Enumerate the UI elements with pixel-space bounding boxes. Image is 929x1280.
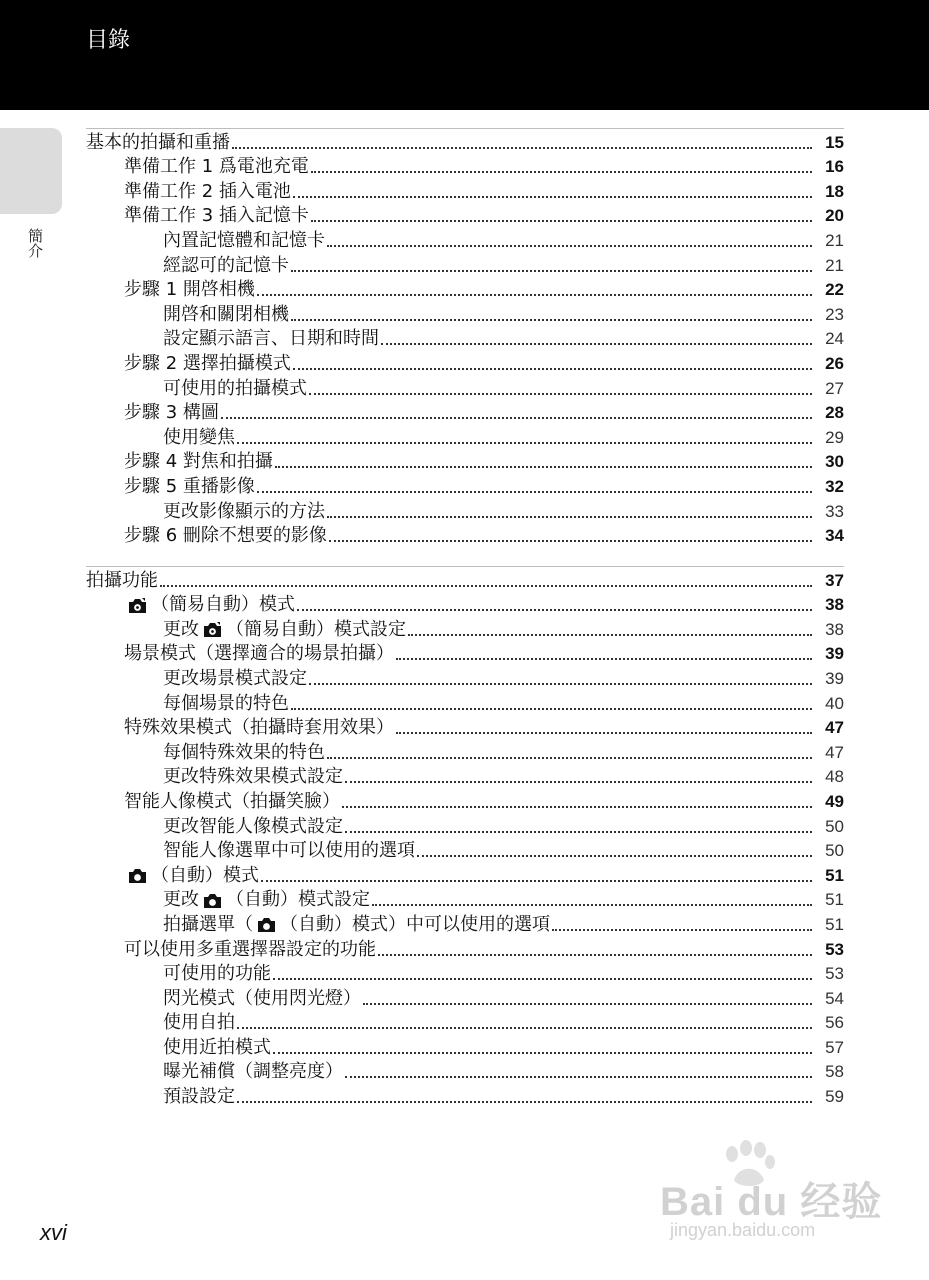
dot-leader bbox=[396, 658, 812, 660]
toc-entry-text: 預設設定 bbox=[163, 1086, 235, 1108]
toc-entry-title bbox=[86, 570, 158, 592]
dot-leader bbox=[327, 757, 812, 759]
toc-entry-title bbox=[163, 742, 325, 764]
dot-leader bbox=[293, 368, 812, 370]
toc-entry[interactable] bbox=[86, 1059, 844, 1084]
toc-entry[interactable] bbox=[86, 400, 844, 425]
toc-list bbox=[86, 567, 844, 1108]
dot-leader bbox=[327, 245, 812, 247]
toc-entry[interactable] bbox=[86, 129, 844, 154]
toc-entry[interactable] bbox=[86, 203, 844, 228]
toc-entry-title bbox=[124, 451, 273, 473]
toc-entry-text: 場景模式（選擇適合的場景拍攝） bbox=[124, 643, 394, 665]
toc-page-number: 34 bbox=[825, 526, 844, 546]
toc-entry-title bbox=[163, 619, 406, 641]
toc-entry-title bbox=[163, 255, 289, 277]
toc-page-number: 23 bbox=[825, 304, 844, 324]
toc-page-number: 58 bbox=[825, 1062, 844, 1082]
dot-leader bbox=[552, 929, 812, 931]
toc-entry-title bbox=[163, 1037, 271, 1059]
toc-entry[interactable] bbox=[86, 567, 844, 592]
dot-leader bbox=[275, 466, 812, 468]
toc-entry-text: 更改 bbox=[163, 618, 199, 640]
dot-leader bbox=[232, 147, 812, 149]
dot-leader bbox=[311, 220, 812, 222]
toc-page-number: 39 bbox=[825, 668, 844, 688]
toc-page-number: 37 bbox=[825, 570, 844, 590]
toc-entry-text: 更改智能人像模式設定 bbox=[163, 815, 343, 837]
dot-leader bbox=[309, 683, 812, 685]
toc-entry[interactable] bbox=[86, 424, 844, 449]
dot-leader bbox=[372, 904, 812, 906]
toc-entry-text: 可使用的拍攝模式 bbox=[163, 377, 307, 399]
toc-page-number: 50 bbox=[825, 816, 844, 836]
toc-page-number: 24 bbox=[825, 329, 844, 349]
easy-auto-camera-icon bbox=[128, 597, 147, 614]
toc-page-number: 54 bbox=[825, 988, 844, 1008]
toc-entry[interactable] bbox=[86, 1010, 844, 1035]
toc-entry-title bbox=[163, 501, 325, 523]
toc-entry[interactable] bbox=[86, 961, 844, 986]
toc-entry[interactable] bbox=[86, 449, 844, 474]
toc-entry[interactable] bbox=[86, 838, 844, 863]
dot-leader bbox=[309, 393, 812, 395]
dot-leader bbox=[417, 855, 812, 857]
toc-entry-text: 智能人像模式（拍攝笑臉） bbox=[124, 790, 340, 812]
toc-entry-text: （自動）模式）中可以使用的選項 bbox=[280, 913, 550, 935]
toc-entry[interactable] bbox=[86, 985, 844, 1010]
toc-section-basic bbox=[86, 128, 844, 547]
dot-leader bbox=[381, 343, 812, 345]
toc-entry-text: （自動）模式設定 bbox=[226, 889, 370, 911]
toc-entry-title bbox=[124, 865, 259, 887]
section-tab-label: 簡介 bbox=[26, 228, 44, 258]
dot-leader bbox=[378, 954, 812, 956]
dot-leader bbox=[311, 171, 812, 173]
toc-page-number: 15 bbox=[825, 132, 844, 152]
toc-entry[interactable] bbox=[86, 862, 844, 887]
toc-entry-title bbox=[163, 766, 343, 788]
dot-leader bbox=[237, 1101, 812, 1103]
toc-entry-text: 閃光模式（使用閃光燈） bbox=[163, 987, 361, 1009]
dot-leader bbox=[237, 442, 812, 444]
toc-page-number: 53 bbox=[825, 964, 844, 984]
toc-entry-title bbox=[124, 791, 340, 813]
watermark-url: jingyan.baidu.com bbox=[670, 1220, 816, 1240]
toc-entry-text: 準備工作 1 爲電池充電 bbox=[124, 156, 309, 178]
toc-entry-text: 智能人像選單中可以使用的選項 bbox=[163, 840, 415, 862]
toc-entry-text: 設定顯示語言、日期和時間 bbox=[163, 328, 379, 350]
dot-leader bbox=[345, 1076, 812, 1078]
toc-entry-title bbox=[163, 304, 289, 326]
toc-page-number: 16 bbox=[825, 157, 844, 177]
toc-entry-text: 更改特殊效果模式設定 bbox=[163, 766, 343, 788]
toc-entry[interactable] bbox=[86, 154, 844, 179]
toc-entry-title bbox=[124, 717, 394, 739]
toc-page-number: 20 bbox=[825, 206, 844, 226]
toc-entry-title bbox=[163, 1061, 343, 1083]
toc-page-number: 51 bbox=[825, 890, 844, 910]
toc-entry[interactable] bbox=[86, 788, 844, 813]
toc-entry[interactable] bbox=[86, 813, 844, 838]
toc-entry-text: 步驟 5 重播影像 bbox=[124, 475, 255, 497]
toc-page-number: 32 bbox=[825, 476, 844, 496]
toc-page-number: 49 bbox=[825, 791, 844, 811]
toc-page-number: 21 bbox=[825, 230, 844, 250]
auto-camera-icon bbox=[128, 867, 147, 884]
toc-entry-text: 拍攝選單（ bbox=[163, 913, 253, 935]
dot-leader bbox=[408, 634, 812, 636]
toc-entry-text: 特殊效果模式（拍攝時套用效果） bbox=[124, 717, 394, 739]
toc-page-number: 22 bbox=[825, 280, 844, 300]
toc-entry-text: 內置記憶體和記憶卡 bbox=[163, 229, 325, 251]
toc-entry[interactable] bbox=[86, 227, 844, 252]
toc-entry-title bbox=[124, 181, 291, 203]
toc-entry[interactable] bbox=[86, 350, 844, 375]
toc-entry-title bbox=[163, 668, 307, 690]
toc-entry-text: 基本的拍攝和重播 bbox=[86, 131, 230, 153]
dot-leader bbox=[345, 781, 812, 783]
toc-page-number: 57 bbox=[825, 1037, 844, 1057]
toc-entry-title bbox=[163, 1012, 235, 1034]
dot-leader bbox=[291, 270, 812, 272]
toc-list bbox=[86, 129, 844, 547]
toc-entry-text: 準備工作 3 插入記憶卡 bbox=[124, 205, 309, 227]
toc-entry[interactable] bbox=[86, 252, 844, 277]
toc-entry-title bbox=[163, 816, 343, 838]
page-number: xvi bbox=[40, 1220, 67, 1245]
dot-leader bbox=[160, 585, 812, 587]
dot-leader bbox=[237, 1027, 812, 1029]
toc-entry[interactable] bbox=[86, 764, 844, 789]
toc-page-number: 28 bbox=[825, 403, 844, 423]
dot-leader bbox=[291, 319, 812, 321]
toc-entry-title bbox=[163, 378, 307, 400]
toc-page-number: 48 bbox=[825, 767, 844, 787]
toc-page-number: 27 bbox=[825, 378, 844, 398]
toc-entry[interactable] bbox=[86, 1034, 844, 1059]
toc-entry-title bbox=[124, 402, 219, 424]
toc-entry-title bbox=[163, 840, 415, 862]
dot-leader bbox=[257, 491, 812, 493]
toc-page-number: 38 bbox=[825, 619, 844, 639]
toc-entry-text: 開啓和關閉相機 bbox=[163, 303, 289, 325]
toc-entry[interactable] bbox=[86, 277, 844, 302]
auto-camera-icon bbox=[257, 916, 276, 933]
toc-entry-text: 步驟 2 選擇拍攝模式 bbox=[124, 352, 291, 374]
toc-entry-text: 拍攝功能 bbox=[86, 569, 158, 591]
toc-page-number: 18 bbox=[825, 181, 844, 201]
toc-page-number: 29 bbox=[825, 427, 844, 447]
toc-entry-title bbox=[163, 693, 289, 715]
toc-entry-title bbox=[163, 1086, 235, 1108]
watermark-brand: Bai du 经验 bbox=[660, 1180, 883, 1224]
dot-leader bbox=[273, 1052, 812, 1054]
toc-entry-text: 更改影像顯示的方法 bbox=[163, 500, 325, 522]
toc-page-number: 59 bbox=[825, 1087, 844, 1107]
toc-entry-text: 步驟 6 刪除不想要的影像 bbox=[124, 525, 327, 547]
toc-entry[interactable] bbox=[86, 375, 844, 400]
toc-page-number: 39 bbox=[825, 644, 844, 664]
easy-auto-camera-icon bbox=[203, 621, 222, 638]
toc-page-number: 51 bbox=[825, 914, 844, 934]
toc-entry[interactable] bbox=[86, 936, 844, 961]
toc-entry-text: 使用自拍 bbox=[163, 1012, 235, 1034]
toc-entry-title bbox=[163, 914, 550, 936]
toc-page-number: 53 bbox=[825, 939, 844, 959]
toc-entry-text: 每個特殊效果的特色 bbox=[163, 741, 325, 763]
toc-page-number: 50 bbox=[825, 841, 844, 861]
header-title: 目錄 bbox=[86, 28, 131, 53]
toc-entry-title bbox=[163, 328, 379, 350]
toc-section-shooting bbox=[86, 566, 844, 1108]
toc-entry-title bbox=[124, 939, 376, 961]
dot-leader bbox=[293, 196, 812, 198]
dot-leader bbox=[329, 540, 812, 542]
toc-page-number: 33 bbox=[825, 501, 844, 521]
toc-entry-text: （自動）模式 bbox=[151, 864, 259, 886]
toc-entry[interactable] bbox=[86, 616, 844, 641]
toc-entry-text: 步驟 4 對焦和拍攝 bbox=[124, 451, 273, 473]
toc-page-number: 47 bbox=[825, 742, 844, 762]
section-tab[interactable] bbox=[0, 128, 62, 214]
toc-entry-text: 每個場景的特色 bbox=[163, 692, 289, 714]
toc-entry-title bbox=[86, 132, 230, 154]
toc-entry-text: 更改場景模式設定 bbox=[163, 667, 307, 689]
baidu-watermark bbox=[660, 1140, 890, 1250]
toc-page-number: 51 bbox=[825, 865, 844, 885]
dot-leader bbox=[345, 831, 812, 833]
dot-leader bbox=[291, 708, 812, 710]
toc-entry-text: 步驟 3 構圖 bbox=[124, 402, 219, 424]
toc-entry-title bbox=[163, 230, 325, 252]
toc-page-number: 21 bbox=[825, 255, 844, 275]
toc-entry[interactable] bbox=[86, 1083, 844, 1108]
toc-entry[interactable] bbox=[86, 739, 844, 764]
toc-page-number: 30 bbox=[825, 452, 844, 472]
toc-entry[interactable] bbox=[86, 690, 844, 715]
dot-leader bbox=[221, 417, 812, 419]
toc-page-number: 56 bbox=[825, 1013, 844, 1033]
header-bar bbox=[0, 0, 929, 110]
auto-camera-icon bbox=[203, 892, 222, 909]
toc-entry[interactable] bbox=[86, 911, 844, 936]
toc-entry-title bbox=[163, 963, 271, 985]
toc-entry-title bbox=[163, 988, 361, 1010]
toc-entry-title bbox=[124, 279, 255, 301]
toc-entry-title bbox=[124, 476, 255, 498]
toc-entry-title bbox=[124, 205, 309, 227]
toc-entry-text: 使用近拍模式 bbox=[163, 1036, 271, 1058]
toc-entry-title bbox=[163, 889, 370, 911]
dot-leader bbox=[363, 1003, 812, 1005]
toc-entry-title bbox=[124, 594, 295, 616]
toc-entry[interactable] bbox=[86, 498, 844, 523]
toc-entry[interactable] bbox=[86, 326, 844, 351]
toc-entry[interactable] bbox=[86, 523, 844, 548]
dot-leader bbox=[342, 806, 812, 808]
toc-entry[interactable] bbox=[86, 592, 844, 617]
toc-entry-text: 更改 bbox=[163, 889, 199, 911]
toc-entry-text: 經認可的記憶卡 bbox=[163, 254, 289, 276]
toc-entry-text: 準備工作 2 插入電池 bbox=[124, 180, 291, 202]
toc-page-number: 40 bbox=[825, 693, 844, 713]
dot-leader bbox=[396, 732, 812, 734]
toc-page-number: 26 bbox=[825, 353, 844, 373]
toc-entry[interactable] bbox=[86, 473, 844, 498]
dot-leader bbox=[297, 609, 812, 611]
toc-entry-text: （簡易自動）模式 bbox=[151, 594, 295, 616]
toc-entry-title bbox=[124, 156, 309, 178]
dot-leader bbox=[327, 516, 812, 518]
dot-leader bbox=[273, 978, 812, 980]
toc-entry-text: 可以使用多重選擇器設定的功能 bbox=[124, 938, 376, 960]
toc-entry-title bbox=[124, 353, 291, 375]
toc-entry-title bbox=[124, 525, 327, 547]
toc-entry[interactable] bbox=[86, 641, 844, 666]
dot-leader bbox=[257, 294, 812, 296]
toc-entry-title bbox=[124, 643, 394, 665]
toc-entry[interactable] bbox=[86, 887, 844, 912]
toc-entry-title bbox=[163, 427, 235, 449]
toc-entry-text: 曝光補償（調整亮度） bbox=[163, 1061, 343, 1083]
toc-entry-text: 使用變焦 bbox=[163, 426, 235, 448]
toc-entry-text: 可使用的功能 bbox=[163, 963, 271, 985]
toc-entry[interactable] bbox=[86, 178, 844, 203]
toc-entry-text: （簡易自動）模式設定 bbox=[226, 618, 406, 640]
toc-entry[interactable] bbox=[86, 715, 844, 740]
toc-entry[interactable] bbox=[86, 301, 844, 326]
toc-page-number: 47 bbox=[825, 718, 844, 738]
dot-leader bbox=[261, 880, 812, 882]
toc-entry[interactable] bbox=[86, 665, 844, 690]
toc-entry-text: 步驟 1 開啓相機 bbox=[124, 279, 255, 301]
toc-page-number: 38 bbox=[825, 595, 844, 615]
